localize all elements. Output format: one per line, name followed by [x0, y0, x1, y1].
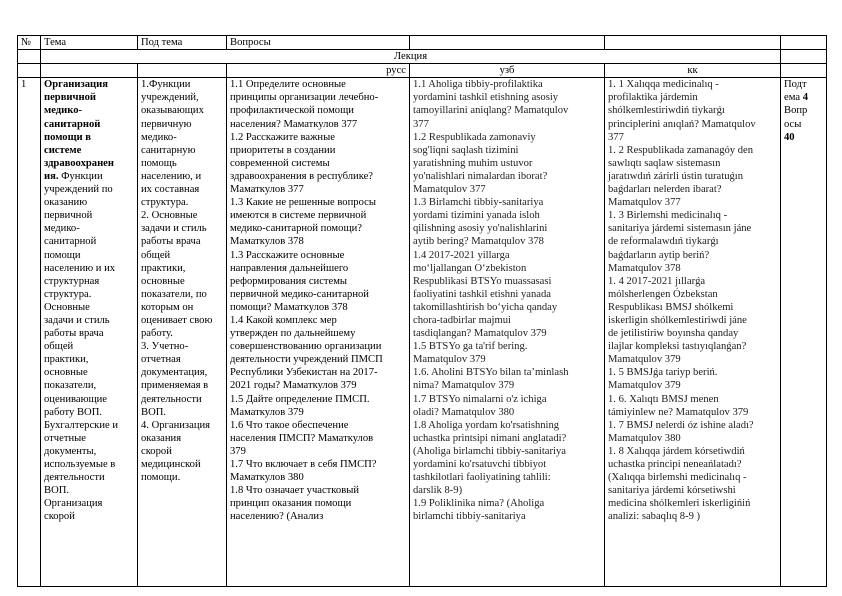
subtopic-line: работы врача [141, 236, 201, 248]
header-empty-kk [605, 36, 781, 50]
kk-lines [608, 78, 777, 523]
question-uzb-line: yordami tizimini yanada isloh [413, 210, 540, 222]
topic-line: практики, [44, 354, 89, 366]
question-kk-line: sawlıqtı saqlaw sistemasın [608, 157, 721, 169]
question-count: 40 [784, 131, 795, 143]
question-uzb-line: yordamini ko'rsatuvchi tibbiyot [413, 459, 547, 470]
topic-line: работу ВОП. [44, 406, 102, 418]
question-kk-line: 1. 6. Xalıqtı BMSJ menen [608, 393, 719, 405]
question-uzb-line: qilishning asosiy yo'nalishlarini [413, 223, 548, 235]
topic-bold-end: ия. [44, 170, 59, 182]
question-rus-line: 379 [230, 445, 246, 457]
topic-line: деятельности [44, 472, 105, 484]
subtopic-line: 1.Функции [141, 79, 191, 91]
questions-kk-cell [605, 78, 781, 587]
subtopic-line: показатели, по [141, 288, 207, 300]
question-kk-line: Mamatqulov 379 [608, 354, 681, 366]
question-kk-line: Mamatqulov 379 [608, 380, 681, 392]
subtopic-line: которым он [141, 301, 194, 313]
hours-line-2: ема 4 [784, 92, 808, 104]
topic-line: ВОП. [44, 485, 70, 497]
subtopic-line: задачи и стиль [141, 223, 207, 235]
subtopic-line: оказания [141, 432, 182, 444]
question-kk-line: Respublikası BMSJ shólkemi [608, 301, 734, 313]
subtopic-line: медико- [141, 131, 177, 143]
lang-uzb: узб [410, 64, 605, 78]
question-uzb-line: 1.4 2017-2021 yillarga [413, 249, 510, 261]
language-row [18, 64, 827, 78]
question-rus-line: деятельности учреждений ПМСП [230, 354, 383, 366]
hours-cell [781, 78, 827, 587]
topic-line: медико- [44, 223, 80, 235]
subtopic-line: 2. Основные [141, 210, 198, 222]
question-rus-line: принцип оказания помощи [230, 498, 352, 510]
question-uzb-line: takomillashtirish bo‘yicha qanday [413, 301, 558, 313]
hours-line-3: Вопр [784, 105, 808, 117]
topic-line: первичной [44, 210, 93, 222]
lang-kk: кк [605, 64, 781, 78]
question-rus-line: имеются в системе первичной [230, 210, 367, 222]
topic-bold-line: первичной [44, 92, 97, 104]
question-uzb-line: mo‘ljallangan O‘zbekiston [413, 262, 527, 274]
question-uzb-line: Mamatqulov 379 [413, 354, 486, 366]
subtopic-line: помощь [141, 157, 177, 169]
topic-line: Организация [44, 498, 103, 510]
question-kk-line: jaratıwdıń zárirli ústin turatuǵın [608, 170, 744, 182]
question-kk-line: 1. 4 2017-2021 jıllarǵa [608, 275, 706, 287]
subtopic-line: санитарную [141, 144, 196, 156]
subtopic-line: структура. [141, 197, 189, 209]
question-rus-line: современной системы [230, 157, 330, 169]
subtopic-line: 3. Учетно- [141, 341, 189, 353]
questions-uzb-cell [410, 78, 605, 587]
question-kk-line: de reformalawdıń tiykarǵı [608, 236, 719, 248]
topic-mixed-line [44, 170, 134, 183]
question-kk-line: baǵdarları nelerden ibarat? [608, 184, 722, 196]
subtopic-lines [141, 78, 223, 484]
question-rus-line: приоритеты в создании [230, 144, 336, 156]
header-empty-uzb [410, 36, 605, 50]
header-topic: Тема [41, 36, 138, 50]
topic-line: основные [44, 367, 88, 379]
topic-line: отчетные [44, 432, 86, 444]
question-uzb-line: tamoyillarini aniqlang? Mamatqulov [413, 105, 569, 117]
question-rus-line: 1.6 Что такое обеспечение [230, 419, 349, 431]
question-rus-line: 1.7 Что включает в себя ПМСП? [230, 459, 377, 470]
question-rus-line: совершенствованию организации [230, 341, 382, 353]
subtopic-line: первичную [141, 118, 192, 130]
subtopic-line: деятельности [141, 393, 202, 405]
hours-line-4: осы [784, 118, 802, 130]
subtopic-line: отчетная [141, 354, 181, 366]
question-kk-line: 377 [608, 131, 624, 143]
topic-bold-line: медико- [44, 105, 83, 117]
topic-line: оценивающие [44, 393, 108, 405]
subtopic-line: документация, [141, 367, 208, 379]
question-uzb-line: (Aholiga birlamchi tibbiy-sanitariya [413, 445, 566, 457]
subtopic-line: скорой [141, 445, 172, 457]
question-rus-line: населения ПМСП? Маматкулов [230, 432, 374, 444]
question-kk-line: Mamatqulov 380 [608, 432, 681, 444]
header-subtopic: Под тема [138, 36, 227, 50]
topic-line: структурная [44, 275, 100, 287]
question-uzb-line: Mamatqulov 377 [413, 184, 486, 196]
question-uzb-line: oladi? Mamatqulov 380 [413, 406, 515, 418]
question-uzb-line: yordamini tashkil etishning asosiy [413, 92, 559, 104]
question-rus-line: 1.4 Какой комплекс мер [230, 314, 337, 326]
question-uzb-line: 1.1 Aholiga tibbiy-profilaktika [413, 79, 543, 91]
topic-line: оказанию [44, 197, 88, 209]
header-empty-hours [781, 36, 827, 50]
topic-bold-line: системе [44, 144, 82, 156]
topic-cell [41, 78, 138, 587]
question-uzb-line: 377 [413, 118, 429, 130]
question-rus-line: помощи? Маматкулов 378 [230, 301, 348, 313]
subtopic-line: применяемая в [141, 380, 209, 392]
topic-line: Основные [44, 301, 90, 313]
question-rus-line: первичной медико-санитарной [230, 288, 369, 300]
question-kk-line: ilajlar kompleksi tastıyıqlanǵan? [608, 341, 747, 353]
question-rus-line: Республики Узбекистан на 2017- [230, 367, 378, 379]
table-row [18, 78, 827, 587]
questions-rus-cell [227, 78, 410, 587]
question-rus-line: 1.3 Какие не решенные вопросы [230, 197, 376, 209]
question-uzb-line: nima? Mamatqulov 379 [413, 380, 515, 392]
question-kk-line: principlerini anıqlań? Mamatqulov [608, 118, 756, 130]
topic-tail-first: Функции [61, 170, 103, 182]
topic-line: работы врача [44, 328, 104, 340]
question-rus-line: реформирования системы [230, 275, 348, 287]
question-kk-line: Mamatqulov 378 [608, 262, 681, 274]
question-kk-line: (Xalıqqa birlemshi medicinalıq - [608, 472, 747, 484]
question-kk-line: medicina shólkemleri iskerligińiń [608, 498, 751, 510]
subtopic-line: населению, и [141, 170, 202, 182]
question-kk-line: Mamatqulov 377 [608, 197, 681, 209]
topic-line: общей [44, 341, 74, 353]
question-kk-line: analizi: sabaqlıq 8-9 ) [608, 511, 701, 523]
question-kk-line: 1. 1 Xalıqqa medicinalıq - [608, 79, 719, 91]
question-rus-line: 1.3 Расскажите основные [230, 249, 345, 261]
lang-rus: русс [227, 64, 410, 78]
subtopic-line: медицинской [141, 459, 201, 470]
question-kk-line: 1. 8 Xalıqqa járdem kórsetiwdiń [608, 445, 745, 457]
topic-bold-line: здравоохранен [44, 157, 114, 169]
topic-line: задачи и стиль [44, 314, 110, 326]
topic-line: структура. [44, 288, 92, 300]
topic-line: скорой [44, 511, 75, 523]
question-uzb-line: 1.2 Respublikada zamonaviy [413, 131, 536, 143]
question-rus-line: здравоохранения в республике? [230, 170, 373, 182]
question-uzb-line: faoliyatini tashkil etishni yanada [413, 288, 551, 300]
question-uzb-line: 1.6. Aholini BTSYo bilan ta’minlash [413, 367, 569, 379]
question-kk-line: shólkemlestiriwdiń tiykarǵı [608, 105, 725, 117]
question-kk-line: profilaktika járdemin [608, 92, 698, 104]
question-uzb-line: darslik 8-9) [413, 485, 463, 497]
question-kk-line: mólsherlengen Ózbekstan [608, 288, 718, 300]
question-rus-line: населению? (Анализ [230, 511, 324, 523]
row-number: 1 [18, 78, 41, 587]
question-uzb-line: tasdiqlangan? Mamatqulov 379 [413, 328, 547, 340]
subtopic-line: их составная [141, 184, 200, 196]
syllabus-table [17, 35, 827, 587]
question-uzb-line: aytib bering? Mamatqulov 378 [413, 236, 544, 248]
rus-lines [230, 78, 406, 523]
subtopic-line: оценивает свою [141, 314, 213, 326]
topic-line: используемые в [44, 459, 116, 470]
question-rus-line: 1.2 Расскажите важные [230, 131, 335, 143]
topic-line: помощи [44, 249, 81, 261]
question-kk-line: baǵdarların aytip beriń? [608, 249, 710, 261]
question-uzb-line: uchastka printsipi nimani anglatadi? [413, 432, 567, 444]
question-rus-line: Маматкулов 379 [230, 406, 304, 418]
subtopic-line: работу. [141, 328, 173, 340]
header-questions: Вопросы [227, 36, 410, 50]
question-kk-line: 1. 5 BMSJǵa tariyp beriń. [608, 367, 718, 379]
question-rus-line: 1.5 Дайте определение ПМСП. [230, 393, 370, 405]
question-kk-line: de jetilistiriw boyınsha qanday [608, 328, 739, 340]
topic-line: населению и их [44, 262, 116, 274]
lecture-row [18, 50, 827, 64]
topic-bold-line: санитарной [44, 118, 101, 130]
topic-bold-line: Организация [44, 79, 108, 91]
question-uzb-line: yaratishning muhim ustuvor [413, 157, 533, 169]
question-kk-line: sanitariya járdemi sistemasın jáne [608, 223, 752, 235]
question-kk-line: iskerligin shólkemlestiriwdi jáne [608, 314, 747, 326]
question-uzb-line: tashkilotlari faoliyatining tahlili: [413, 472, 551, 484]
subtopic-line: 4. Организация [141, 419, 211, 431]
question-rus-line: профилактической помощи [230, 105, 354, 117]
question-kk-line: 1. 3 Birlemshi medicinalıq - [608, 210, 728, 222]
topic-line: документы, [44, 445, 97, 457]
topic-line: показатели, [44, 380, 97, 392]
question-uzb-line: 1.8 Aholiga yordam ko'rsatishning [413, 419, 560, 431]
question-rus-line: 1.8 Что означает участковый [230, 485, 360, 497]
topic-line: санитарной [44, 236, 97, 248]
question-rus-line: населения? Маматкулов 377 [230, 118, 358, 130]
subtopic-line: оказывающих [141, 105, 204, 117]
question-kk-line: 1. 7 BMSJ nelerdi óz ishine aladı? [608, 419, 754, 431]
question-kk-line: 1. 2 Respublikada zamanagóy den [608, 144, 754, 156]
question-rus-line: 1.1 Определите основные [230, 79, 346, 91]
question-rus-line: утвержден по дальнейшему [230, 328, 356, 340]
topic-line: Бухгалтерские и [44, 419, 119, 431]
question-uzb-line: sog'liqni saqlash tizimini [413, 144, 519, 156]
question-uzb-line: Respublikasi BTSYo muassasasi [413, 275, 552, 287]
question-uzb-line: yo'nalishlari nimalardan iborat? [413, 170, 548, 182]
question-uzb-line: 1.5 BTSYo ga ta'rif bering. [413, 341, 528, 353]
subtopic-line: учреждений, [141, 92, 199, 104]
header-row [18, 36, 827, 50]
subtopic-cell [138, 78, 227, 587]
lecture-count: 4 [802, 92, 808, 104]
lecture-label: Лекция [41, 50, 781, 64]
header-num: № [18, 36, 41, 50]
subtopic-line: ВОП. [141, 406, 167, 418]
question-kk-line: sanitariya járdemi kórsetiwshi [608, 485, 736, 497]
topic-line: учреждений по [44, 184, 113, 196]
topic-bold-line: помощи в [44, 131, 91, 143]
question-uzb-line: birlamchi tibbiy-sanitariya [413, 511, 526, 523]
question-uzb-line: 1.3 Birlamchi tibbiy-sanitariya [413, 197, 544, 209]
question-uzb-line: 1.9 Poliklinika nima? (Aholiga [413, 498, 545, 510]
uzb-lines [413, 78, 601, 523]
question-uzb-line: chora-tadbirlar majmui [413, 314, 511, 326]
subtopic-line: основные [141, 275, 185, 287]
question-rus-line: Маматкулов 380 [230, 472, 304, 484]
question-rus-line: медико-санитарной помощи? [230, 223, 362, 235]
subtopic-line: общей [141, 249, 171, 261]
question-kk-line: támiyinlew ne? Mamatqulov 379 [608, 406, 749, 418]
question-rus-line: 2021 годы? Маматкулов 379 [230, 380, 357, 392]
question-rus-line: Маматкулов 378 [230, 236, 304, 248]
question-rus-line: направления дальнейшего [230, 262, 349, 274]
question-kk-line: uchastka principi neneańlatadı? [608, 459, 742, 470]
subtopic-line: практики, [141, 262, 186, 274]
question-rus-line: принципы организации лечебно- [230, 92, 379, 104]
subtopic-line: помощи. [141, 472, 181, 484]
topic-lines [44, 183, 134, 523]
question-uzb-line: 1.7 BTSYo nimalarni o'z ichiga [413, 393, 547, 405]
hours-line-1: Подт [784, 79, 807, 91]
question-rus-line: Маматкулов 377 [230, 184, 304, 196]
